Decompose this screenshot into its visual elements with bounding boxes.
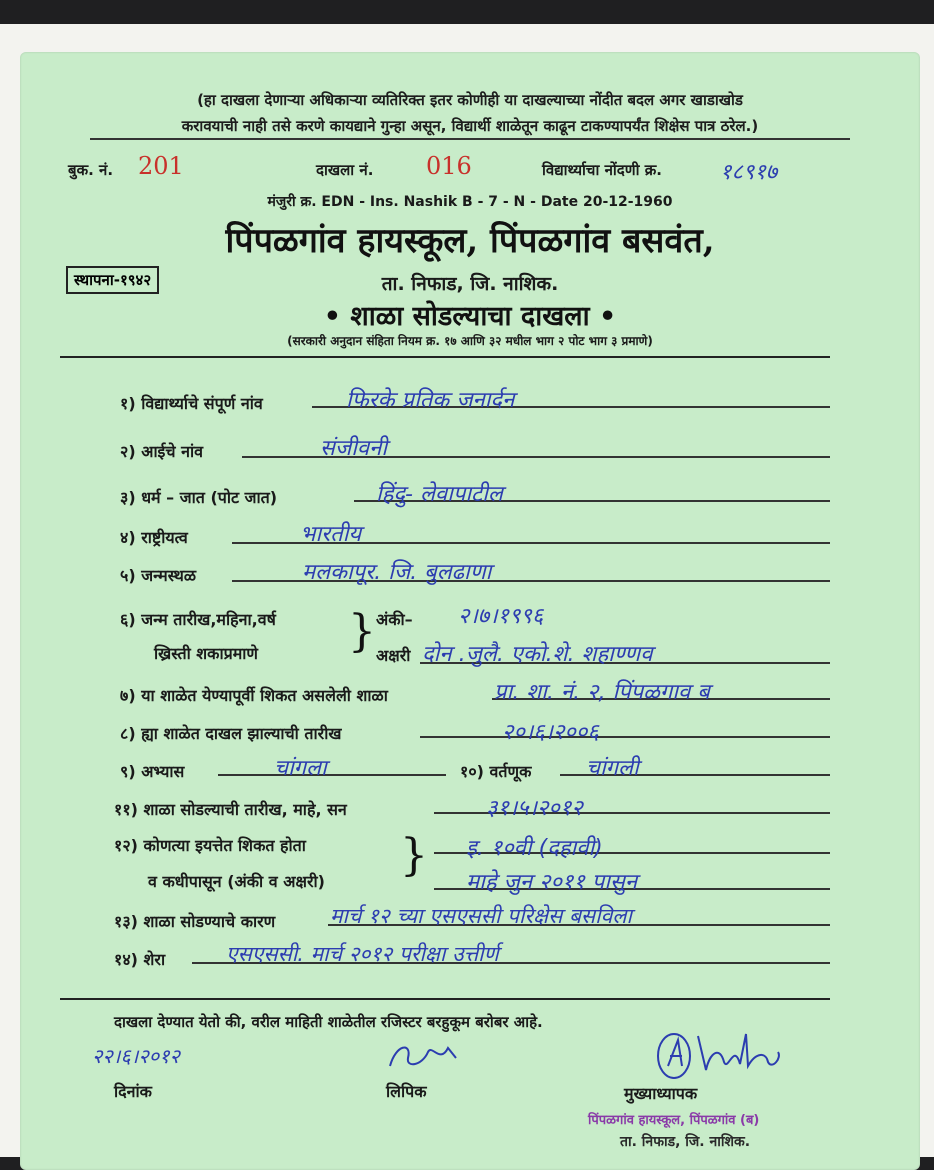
stamp-line-1: पिंपळगांव हायस्कूल, पिंपळगांव (ब) — [588, 1113, 760, 1128]
paper-background — [0, 24, 934, 1157]
field-9-label: ९) अभ्यास — [120, 762, 185, 781]
field-4-label: ४) राष्ट्रीयत्व — [120, 528, 188, 547]
field-3-label: ३) धर्म – जात (पोट जात) — [120, 488, 278, 507]
book-number: 201 — [138, 152, 184, 180]
field-11-label: ११) शाळा सोडल्याची तारीख, माहे, सन — [114, 800, 347, 819]
field-6-words-label: अक्षरी — [376, 646, 411, 665]
school-address: ता. निफाड, जि. नाशिक. — [381, 273, 559, 295]
field-6-label-a: ६) जन्म तारीख,महिना,वर्ष — [120, 610, 276, 629]
field-5-value: मलकापूर. जि. बुलढाणा — [302, 560, 492, 585]
clerk-label: लिपिक — [386, 1082, 427, 1101]
headmaster-label: मुख्याध्यापक — [624, 1084, 698, 1103]
field-8-label: ८) ह्या शाळेत दाखल झाल्याची तारीख — [120, 724, 342, 743]
field-11-value: ३१।५।२०१२ — [486, 796, 583, 821]
clerk-signature — [382, 1036, 466, 1080]
field-4-value: भारतीय — [300, 522, 362, 547]
field-6-label-b: ख्रिस्ती शकाप्रमाणे — [154, 644, 259, 663]
field-8-value: २०।६।२००६ — [502, 720, 599, 745]
rule-note: (सरकारी अनुदान संहिता नियम क्र. १७ आणि ३२ मधील भाग २ पोट भाग ३ प्रमाणे) — [287, 334, 653, 348]
field-10-label: १०) वर्तणूक — [460, 762, 532, 781]
field-13-label: १३) शाळा सोडण्याचे कारण — [114, 912, 276, 931]
book-number-label: बुक. नं. — [68, 161, 114, 179]
field-12-label-b: व कधीपासून (अंकी व अक्षरी) — [148, 872, 325, 891]
leaving-certificate — [20, 52, 920, 1170]
headmaster-signature — [648, 1022, 808, 1084]
top-bar — [0, 0, 934, 24]
registration-number: १८९१७ — [720, 160, 778, 185]
field-10-value: चांगली — [586, 756, 639, 781]
field-1-label: १) विद्यार्थ्याचे संपूर्ण नांव — [120, 394, 263, 413]
field-9-line — [218, 774, 446, 776]
field-7-value: प्रा. शा. नं. २, पिंपळगाव ब — [494, 680, 710, 705]
notice-line-1: (हा दाखला देणाऱ्या अधिकाऱ्या व्यतिरिक्त इतर कोणीही या दाखल्याच्या नोंदीत बदल अगर खाडाखोड — [197, 91, 743, 109]
field-13-value: मार्च १२ च्या एसएससी परिक्षेस बसविला — [330, 904, 632, 928]
declaration: दाखला देण्यात येतो की, वरील माहिती शाळेतील रजिस्टर बरहुकूम बरोबर आहे. — [114, 1013, 543, 1031]
notice-line-2: करावयाची नाही तसे करणे कायद्याने गुन्हा असून, विद्यार्थी शाळेतून काढून टाकण्यापर्यंत शिक्षेस पात्र ठरेल.) — [181, 117, 759, 135]
field-6-brace: } — [348, 606, 376, 657]
school-name: पिंपळगांव हायस्कूल, पिंपळगांव बसवंत, — [225, 221, 715, 261]
field-5-label: ५) जन्मस्थळ — [120, 566, 197, 585]
registration-number-label: विद्यार्थ्याचा नोंदणी क्र. — [542, 161, 662, 179]
field-12-value-a: इ. १०वी (दहावी) — [466, 836, 603, 861]
header-rule — [60, 356, 830, 358]
certificate-number: 016 — [426, 152, 472, 180]
field-12-value-b: माहे जुन २०११ पासुन — [466, 870, 638, 895]
field-7-label: ७) या शाळेत येण्यापूर्वी शिकत असलेली शाळा — [120, 686, 388, 705]
field-14-value: एसएससी. मार्च २०१२ परीक्षा उत्तीर्ण — [226, 942, 499, 966]
field-12-brace: } — [400, 830, 428, 881]
certificate-title: • शाळा सोडल्याचा दाखला • — [323, 301, 617, 332]
notice-underline — [90, 138, 850, 140]
certificate-number-label: दाखला नं. — [316, 161, 374, 179]
field-14-label: १४) शेरा — [114, 950, 166, 969]
field-6-words-value: दोन .जुलै. एको.शे. शहाण्णव — [422, 642, 653, 667]
footer-rule — [60, 998, 830, 1000]
date-label: दिनांक — [114, 1082, 152, 1101]
field-3-value: हिंदु- लेवापाटील — [376, 482, 503, 507]
recognition-line: मंजुरी क्र. EDN - Ins. Nashik B - 7 - N - Date 20-12-1960 — [267, 194, 673, 210]
stamp-line-2: ता. निफाड, जि. नाशिक. — [620, 1134, 751, 1150]
field-1-value: फिरके प्रतिक जनार्दन — [346, 388, 515, 413]
field-2-value: संजीवनी — [320, 436, 388, 461]
issue-date: २२।६।२०१२ — [92, 1044, 180, 1068]
field-6-numeric-value: २।७।१९९६ — [458, 604, 544, 629]
field-8-line — [420, 736, 830, 738]
established-box: स्थापना-१९४२ — [66, 266, 159, 294]
field-12-label-a: १२) कोणत्या इयत्तेत शिकत होता — [114, 836, 306, 855]
field-9-value: चांगला — [274, 756, 327, 781]
field-6-numeric-label: अंकी– — [376, 610, 413, 629]
field-2-label: २) आईचे नांव — [120, 442, 204, 461]
